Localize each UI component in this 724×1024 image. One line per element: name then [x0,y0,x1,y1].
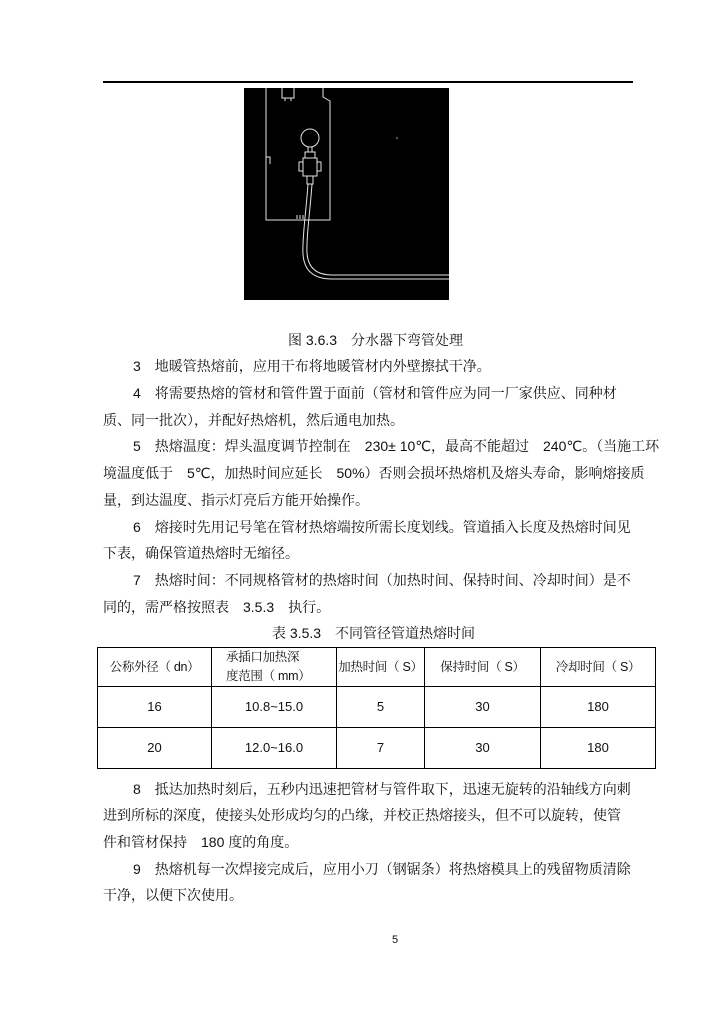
paragraph-3 [103,353,663,380]
manifold-pipe-drawing [244,88,449,300]
top-bracket [282,88,294,101]
table-cell: 180 [541,727,656,768]
pipe-outer-edge [303,184,449,279]
paragraph-line: 4 将需要热熔的管材和管件置于面前（管材和管件应为同一厂家供应、同种材 [133,385,617,402]
table-header-row [98,647,656,686]
paragraph-line: 6 熔接时先用记号笔在管材热熔端按所需长度划线。管道插入长度及热熔时间见 [133,518,631,535]
table-caption: 表 3.5.3 不同管径管道热熔时间 [272,625,476,642]
paragraph-line: 下表，确保管道热熔时无缩径。 [103,545,299,562]
paragraph-line: 5 热熔温度：焊头温度调节控制在 230± 10℃，最高不能超过 240℃。（当施工环 [133,438,660,455]
table-cell: 16 [98,686,212,727]
table-cell: 5 [337,686,425,727]
bottom-marks [297,215,303,219]
page-number: 5 [391,934,399,946]
table-header-depth-range [212,647,337,686]
paragraph-line: 件和管材保持 180 度的角度。 [103,833,299,850]
paragraph-4 [103,380,663,433]
pipe-inner-edge [307,184,449,275]
table-header-holding-time: 保持时间（ S） [425,647,541,686]
table-cell: 12.0~16.0 [212,727,337,768]
paragraph-line: 进到所标的深度，使接头处形成均匀的凸缘，并校正热熔接头，但不可以旋转，使管 [103,807,621,824]
paragraph-line: 9 热熔机每一次焊接完成后，应用小刀（钢锯条）将热熔模具上的残留物质清除 [133,860,631,877]
valve-handle [301,129,319,147]
table-header-heating-time: 加热时间（ S） [337,647,425,686]
paragraph-5 [103,433,663,513]
table-header-depth-line: 度范围（ mm） [226,668,311,683]
paragraph-8 [103,776,663,856]
table-cell: 7 [337,727,425,768]
paragraph-line: 干净，以便下次使用。 [103,887,243,904]
paragraph-9 [103,856,663,909]
figure-caption: 图 3.6.3 分水器下弯管处理 [288,331,464,348]
body-text [103,327,663,909]
table-cell: 180 [541,686,656,727]
paragraph-7 [103,567,663,620]
paragraph-6 [103,514,663,567]
paragraph-line: 7 热熔时间：不同规格管材的热熔时间（加热时间、保持时间、冷却时间）是不 [133,571,631,588]
paragraph-line: 质、同一批次），并配好热熔机，然后通电加热。 [103,411,404,428]
fusion-time-table [97,647,656,769]
table-header-cooling-time: 冷却时间（ S） [541,647,656,686]
table-cell: 10.8~15.0 [212,686,337,727]
table-header-depth-line: 承插口加热深 [226,649,300,664]
figure-image [244,88,449,300]
table-header-outer-diameter: 公称外径（ dn） [98,647,212,686]
manifold-box-outline [266,88,330,220]
table-cell: 30 [425,727,541,768]
speck [396,137,398,139]
table-row [98,686,656,727]
paragraph-line: 3 地暖管热熔前，应用干布将地暖管材内外壁擦拭干净。 [133,358,491,375]
table-cell: 30 [425,686,541,727]
side-tick [266,157,270,164]
paragraph-line: 量，到达温度、指示灯亮后方能开始操作。 [103,491,369,508]
paragraph-line: 8 抵达加热时刻后，五秒内迅速把管材与管件取下，迅速无旋转的沿轴线方向刺 [133,780,631,797]
header-rule [103,81,633,83]
paragraph-line: 同的，需严格按照表 3.5.3 执行。 [103,598,331,615]
paragraph-line: 境温度低于 5℃，加热时间应延长 50%）否则会损坏热熔机及熔头寿命，影响熔接质 [103,465,645,482]
valve-body [299,147,321,184]
table-row [98,727,656,768]
table-cell: 20 [98,727,212,768]
